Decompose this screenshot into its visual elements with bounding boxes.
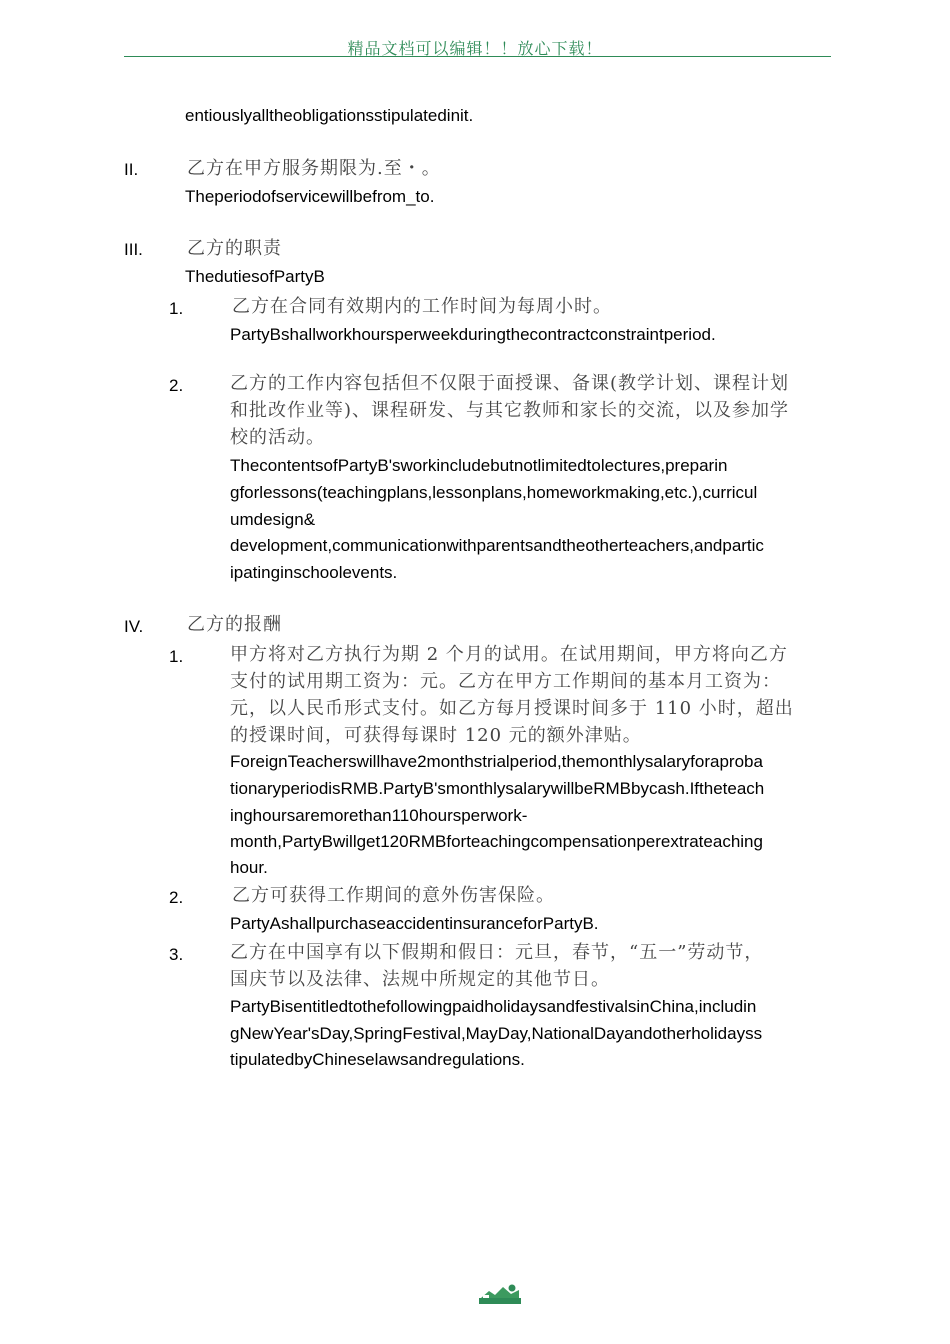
item-text-en: PartyBshallworkhoursperweekduringthecontractconstraintperiod. <box>230 325 716 344</box>
item-number: 2. <box>169 376 184 395</box>
item-text-cn: 甲方将对乙方执行为期 2 个月的试用。在试用期间，甲方将向乙方 <box>230 644 788 665</box>
section-number: IV. <box>124 617 144 636</box>
continuation-line: entiouslyalltheobligationsstipulatedinit. <box>185 106 474 125</box>
item-text-en: month,PartyBwillget120RMBforteachingcompensationperextrateaching <box>230 832 763 851</box>
item-text-en: PartyBisentitledtothefollowingpaidholidaysandfestivalsinChina,includin <box>230 997 757 1016</box>
item-text-en: hour. <box>230 858 268 877</box>
header-text: 精品文档可以编辑！！放心下载！ <box>347 39 603 58</box>
item-text-cn: 和批改作业等)、课程研发、与其它教师和家长的交流，以及参加学 <box>230 400 790 421</box>
item-text-cn: 的授课时间，可获得每课时 120 元的额外津贴。 <box>230 725 642 746</box>
item-number: 1. <box>169 647 184 666</box>
item-number: 3. <box>169 945 184 964</box>
item-text-en: PartyAshallpurchaseaccidentinsuranceforPartyB. <box>230 914 599 933</box>
landscape-logo-icon <box>479 1282 521 1304</box>
item-text-en: inghoursaremorethan110hoursperwork- <box>230 806 528 825</box>
item-text-cn: 乙方在中国享有以下假期和假日：元旦，春节，“五一”劳动节， <box>230 942 764 963</box>
item-text-en: ForeignTeacherswillhave2monthstrialperiod,themonthlysalaryforaproba <box>230 752 763 771</box>
header-divider <box>124 56 831 57</box>
item-text-cn: 乙方的工作内容包括但不仅限于面授课、备课(教学计划、课程计划 <box>230 373 790 394</box>
item-number: 1. <box>169 299 184 318</box>
item-text-en: ipatinginschoolevents. <box>230 563 398 582</box>
item-text-en: gforlessons(teachingplans,lessonplans,homeworkmaking,etc.),curricul <box>230 483 758 502</box>
item-text-cn: 校的活动。 <box>230 427 325 448</box>
item-text-en: umdesign& <box>230 510 316 529</box>
item-text-en: tionaryperiodisRMB.PartyB'smonthlysalarywillbeRMBbycash.Iftheteach <box>230 779 765 798</box>
section-title-cn: 乙方的职责 <box>187 238 282 259</box>
section-title-cn: 乙方在甲方服务期限为.至・。 <box>187 158 441 179</box>
section-number: III. <box>124 240 143 259</box>
item-text-en: ThecontentsofPartyB'sworkincludebutnotlimitedtolectures,preparin <box>230 456 728 475</box>
item-text-en: tipulatedbyChineselawsandregulations. <box>230 1050 525 1069</box>
section-title-en: ThedutiesofPartyB <box>185 267 325 286</box>
item-text-cn: 乙方可获得工作期间的意外伤害保险。 <box>232 885 555 906</box>
item-text-en: development,communicationwithparentsandtheotherteachers,andpartic <box>230 536 764 555</box>
item-text-cn: 支付的试用期工资为：元。乙方在甲方工作期间的基本月工资为： <box>230 671 781 692</box>
item-number: 2. <box>169 888 184 907</box>
section-title-cn: 乙方的报酬 <box>187 614 282 635</box>
item-text-en: gNewYear'sDay,SpringFestival,MayDay,NationalDayandotherholidayss <box>230 1024 763 1043</box>
item-text-cn: 元，以人民币形式支付。如乙方每月授课时间多于 110 小时，超出 <box>230 698 794 719</box>
section-number: II. <box>124 160 139 179</box>
item-text-cn: 国庆节以及法律、法规中所规定的其他节日。 <box>230 969 610 990</box>
section-title-en: Theperiodofservicewillbefrom_to. <box>185 187 435 206</box>
item-text-cn: 乙方在合同有效期内的工作时间为每周小时。 <box>232 296 612 317</box>
